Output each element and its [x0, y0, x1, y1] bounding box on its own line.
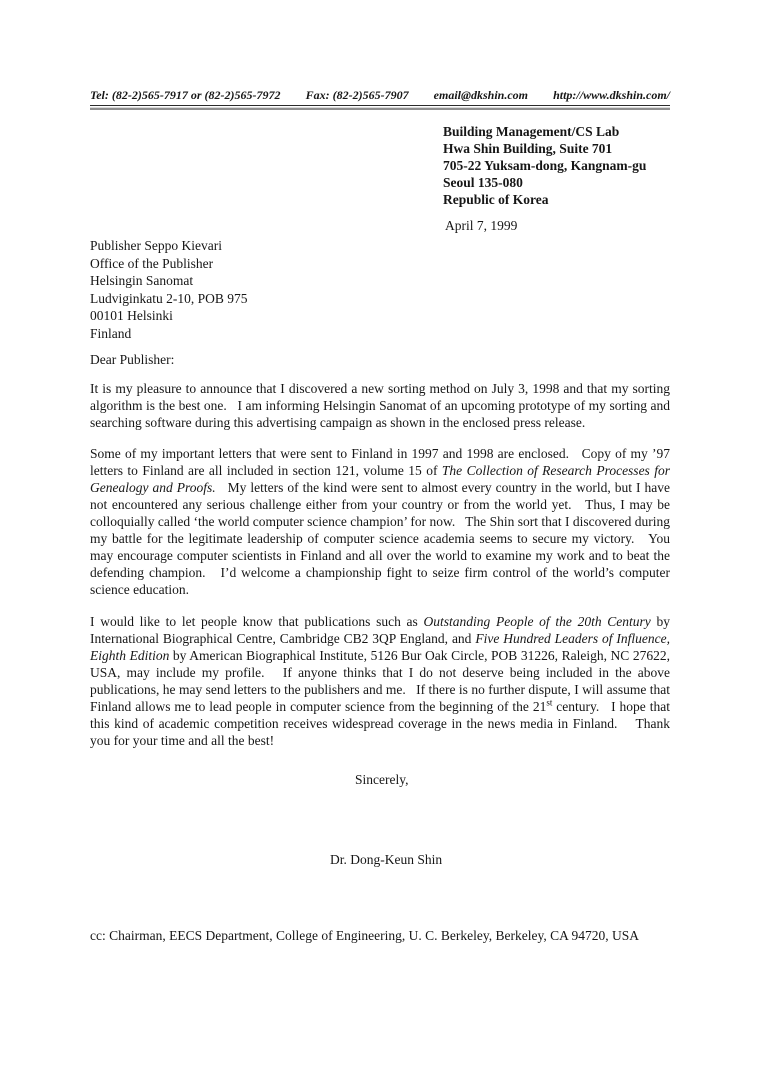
sender-line: Hwa Shin Building, Suite 701 [443, 141, 613, 156]
sender-line: 705-22 Yuksam-dong, Kangnam-gu [443, 158, 647, 173]
paragraph-text: Some of my important letters that were sent to Finland in 1997 and 1998 are enclosed. Copy of my ’97 letters to Finland are all included in section 121, volume 15 of [90, 446, 670, 478]
header-rule [90, 107, 670, 110]
recipient-line: Ludviginkatu 2-10, POB 975 [90, 290, 248, 306]
paragraph-text: My letters of the kind were sent to almost every country in the world, but I have not encountered any serious challenge either from your country or from the world yet. Thus, I may be colloquially called ‘the world computer science champion’ for now. The Shin sort that I discovered during my battle for the legitimate leadership of computer science academia seems to secure my victory. You may encourage computer scientists in Finland and all over the world to examine my work and to beat the defending champion. I’d welcome a championship fight to seize firm control of the world’s computer science education. [90, 480, 671, 597]
book-title-italic: Outstanding People of the 20th Century [423, 614, 651, 629]
website-text: http://www.dkshin.com/ [553, 88, 670, 102]
recipient-address [90, 237, 670, 342]
salutation: Dear Publisher: [90, 352, 175, 367]
sender-line: Building Management/CS Lab [443, 124, 620, 139]
paragraph-text: by International Biographical Centre, Cambridge CB2 3QP England, and [90, 614, 670, 646]
book-title-italic: Five Hundred Leaders of Influence, Eighth Edition [90, 631, 670, 663]
fax-text: Fax: (82-2)565-7907 [305, 88, 409, 102]
closing-sincerely: Sincerely, [355, 772, 409, 787]
book-title-italic: The Collection of Research Processes for Genealogy and Proofs. [90, 463, 670, 495]
paragraph-text: It is my pleasure to announce that I discovered a new sorting method on July 3, 1998 and that my sorting algorithm is the best one. I am informing Helsingin Sanomat of an upcoming prototype of my sorting and searching software during this advertising campaign as shown in the enclosed press release. [90, 381, 670, 430]
paragraph-3 [90, 613, 670, 749]
contact-header [90, 88, 670, 106]
sender-line: Seoul 135-080 [443, 175, 523, 190]
paragraph-2 [90, 445, 670, 598]
recipient-line: Publisher Seppo Kievari [90, 238, 222, 253]
paragraph-text: by American Biographical Institute, 5126 Bur Oak Circle, POB 31226, Raleigh, NC 27622, USA, may include my profile. If anyone thinks that I do not deserve being included in the above publications, he may send letters to the publishers and me. If there is no further dispute, I will assume that Finland allows me to lead people in computer science from the beginning of the 21 [90, 648, 671, 714]
paragraph-1 [90, 380, 670, 431]
paragraph-text: I would like to let people know that publications such as [90, 614, 424, 629]
recipient-line: Office of the Publisher [90, 255, 214, 271]
sender-line: Republic of Korea [443, 192, 549, 207]
tel-text: Tel: (82-2)565-7917 or (82-2)565-7972 [90, 88, 281, 102]
sender-address [443, 123, 670, 208]
cc-line: cc: Chairman, EECS Department, College of Engineering, U. C. Berkeley, Berkeley, CA 94720, USA [90, 928, 640, 943]
letter-date: April 7, 1999 [445, 218, 518, 233]
superscript-ordinal: st [546, 697, 553, 708]
recipient-line: Helsingin Sanomat [90, 273, 194, 288]
paragraph-text: century. I hope that this kind of academic competition receives widespread coverage in the news media in Finland. Thank you for your time and all the best! [90, 699, 670, 748]
recipient-line: Finland [90, 325, 132, 341]
recipient-line: 00101 Helsinki [90, 308, 173, 323]
signature-name: Dr. Dong-Keun Shin [330, 852, 443, 867]
email-text: email@dkshin.com [433, 88, 528, 102]
